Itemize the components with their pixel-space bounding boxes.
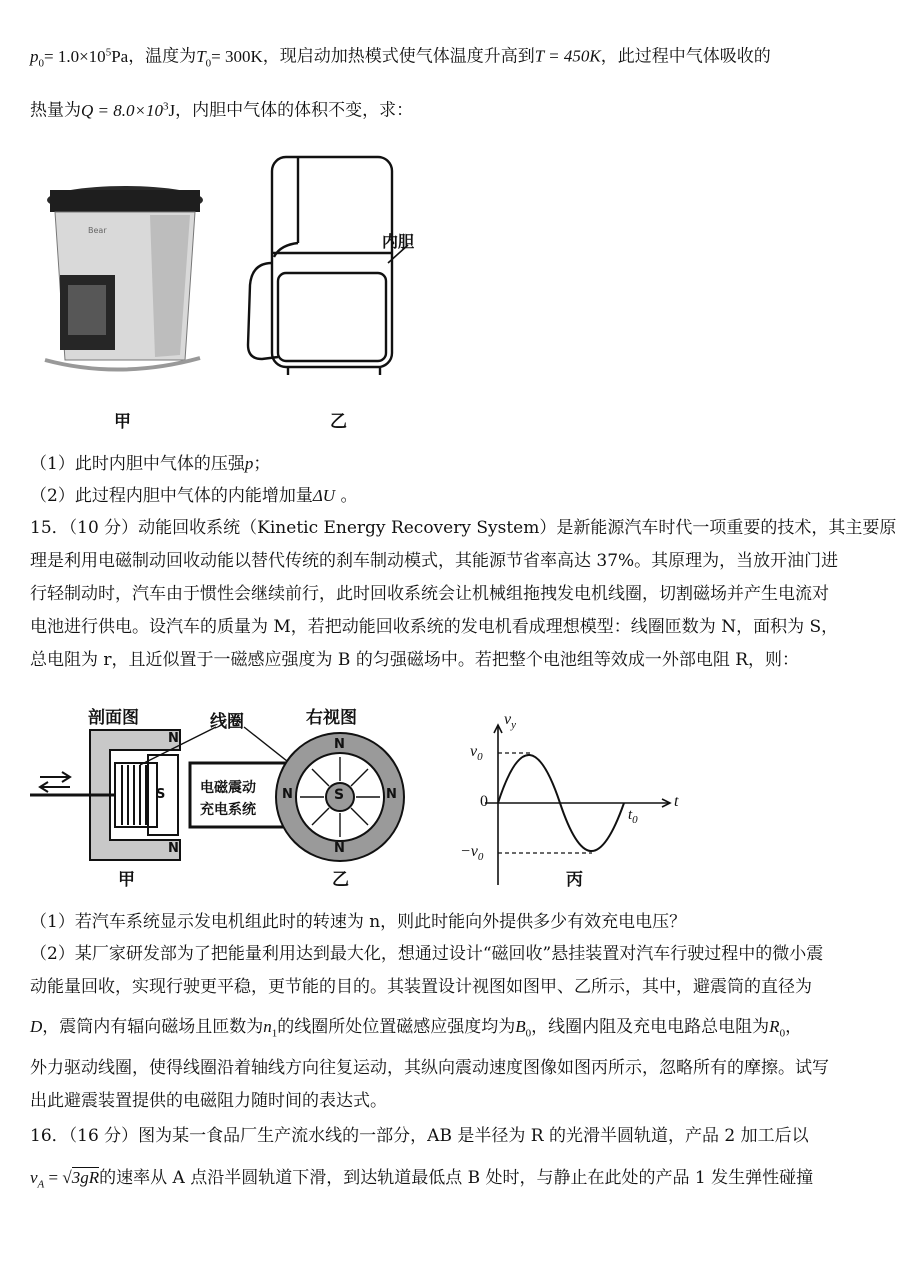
q15-part2-a: （2）某厂家研发部为了把能量利用达到最大化，想通过设计“磁回收”悬挂装置对汽车行驶过程中的微小震 <box>30 944 824 964</box>
air-fryer-photo <box>45 186 203 370</box>
q15-line-a: 15．（10 分）动能回收系统（Kinetic Energy Recovery System）是新能源汽车时代一项重要的技术，其主要原 <box>30 518 897 538</box>
q15-line-e: 总电阻为 r，且近似置于一磁感应强度为 B 的匀强磁场中。若把整个电池组等效成一外部电阻 R，则： <box>30 650 800 670</box>
label-right-view: 右视图 <box>306 708 357 728</box>
air-fryer-illustration <box>30 145 470 445</box>
vA-formula: $v_A = √3gR$ <box>30 1168 100 1191</box>
p0-formula: $p_0= 1.0\times 10^5Pa$ <box>30 46 129 70</box>
Q-formula: $Q = 8.0\times 10^3J$ <box>81 100 176 120</box>
label-inner-liner: 内胆 <box>382 232 415 251</box>
caption-bing: 丙 <box>566 870 583 890</box>
label-coil: 线圈 <box>210 712 244 732</box>
T0-formula: $T_0= 300K$ <box>196 46 263 70</box>
q15-line-b: 理是利用电磁制动回收动能以替代传统的刹车制动模式，其能源节省率高达 37%。其原理为，当放开油门进 <box>30 551 839 571</box>
pole-n-top: N <box>334 737 345 752</box>
q15-part1: （1）若汽车系统显示发电机组此时的转速为 n，则此时能向外提供多少有效充电电压？ <box>30 912 687 932</box>
q15-part2-b: 动能量回收，实现行驶更平稳，更节能的目的。其装置设计视图如图甲、乙所示，其中，避震筒的直径为 <box>30 977 812 997</box>
pole-n-right: N <box>386 787 397 802</box>
pole-n-top-left: N <box>168 731 179 746</box>
text-line-p0: $p_0= 1.0\times 10^5Pa$，温度为$T_0= 300K$，现启动加热模式使气体温度升高到T = 450K，此过程中气体吸收的 <box>30 46 771 70</box>
T-formula: T = 450K <box>534 46 601 66</box>
graph-t0-label: $t_0$ <box>628 807 638 826</box>
box-label-1: 电磁震动 <box>200 780 256 796</box>
q14-part2: （2）此过程内胆中气体的内能增加量ΔU 。 <box>30 486 358 506</box>
pole-n-bottom: N <box>334 841 345 856</box>
q15-line-c: 行轻制动时，汽车由于惯性会继续前行，此时回收系统会让机械组拖拽发电机线圈，切割磁场并产生电流对 <box>30 584 829 604</box>
q15-part2-e: 出此避震装置提供的电磁阻力随时间的表达式。 <box>30 1091 387 1111</box>
pole-n-left: N <box>282 787 293 802</box>
graph-v0-label: $v_0$ <box>470 743 483 764</box>
q15-part2-c: D，震筒内有辐向磁场且匝数为$n_1$的线圈所处位置磁感应强度均为$B_0$，线圈内阻及充电电路总电阻为$R_0$， <box>30 1017 803 1040</box>
text-line-heat: 热量为$Q = 8.0\times 10^3J$，内胆中气体的体积不变，求： <box>30 100 414 121</box>
figure-air-fryer <box>30 145 470 445</box>
q16-line-b: $v_A = √3gR$的速率从 A 点沿半圆轨道下滑，到达轨道最低点 B 处时，与静止在此处的产品 1 发生弹性碰撞 <box>30 1168 814 1191</box>
caption-jia: 甲 <box>114 412 131 432</box>
caption-jia-2: 甲 <box>118 870 135 890</box>
caption-yi: 乙 <box>330 412 347 432</box>
air-fryer-schematic <box>248 157 408 375</box>
q15-line-d: 电池进行供电。设汽车的质量为 M，若把动能回收系统的发电机看成理想模型：线圈匝数为 N，面积为 S， <box>30 617 839 637</box>
velocity-graph <box>485 725 670 885</box>
figure-suspension <box>30 695 710 895</box>
q15-part2-d: 外力驱动线圈，使得线圈沿着轴线方向往复运动，其纵向震动速度图像如图丙所示，忽略所有的摩擦。试写 <box>30 1058 829 1078</box>
graph-t-axis-label: t <box>674 793 679 810</box>
q16-line-a: 16．（16 分）图为某一食品厂生产流水线的一部分，AB 是半径为 R 的光滑半圆轨道，产品 2 加工后以 <box>30 1126 809 1146</box>
graph-origin-label: 0 <box>480 793 488 810</box>
box-label-2: 充电系统 <box>200 802 256 818</box>
label-section-view: 剖面图 <box>88 708 139 728</box>
svg-text:Bear: Bear <box>88 226 107 235</box>
pole-s-center: S <box>334 787 345 803</box>
caption-yi-2: 乙 <box>332 870 349 890</box>
q14-part1: （1）此时内胆中气体的压强p； <box>30 454 271 474</box>
pole-n-bottom-left: N <box>168 841 179 856</box>
graph-vy-label: $v_y$ <box>504 711 516 732</box>
graph-neg-v0-label: $-v_0$ <box>460 843 484 864</box>
pole-s-left: S <box>156 787 166 802</box>
